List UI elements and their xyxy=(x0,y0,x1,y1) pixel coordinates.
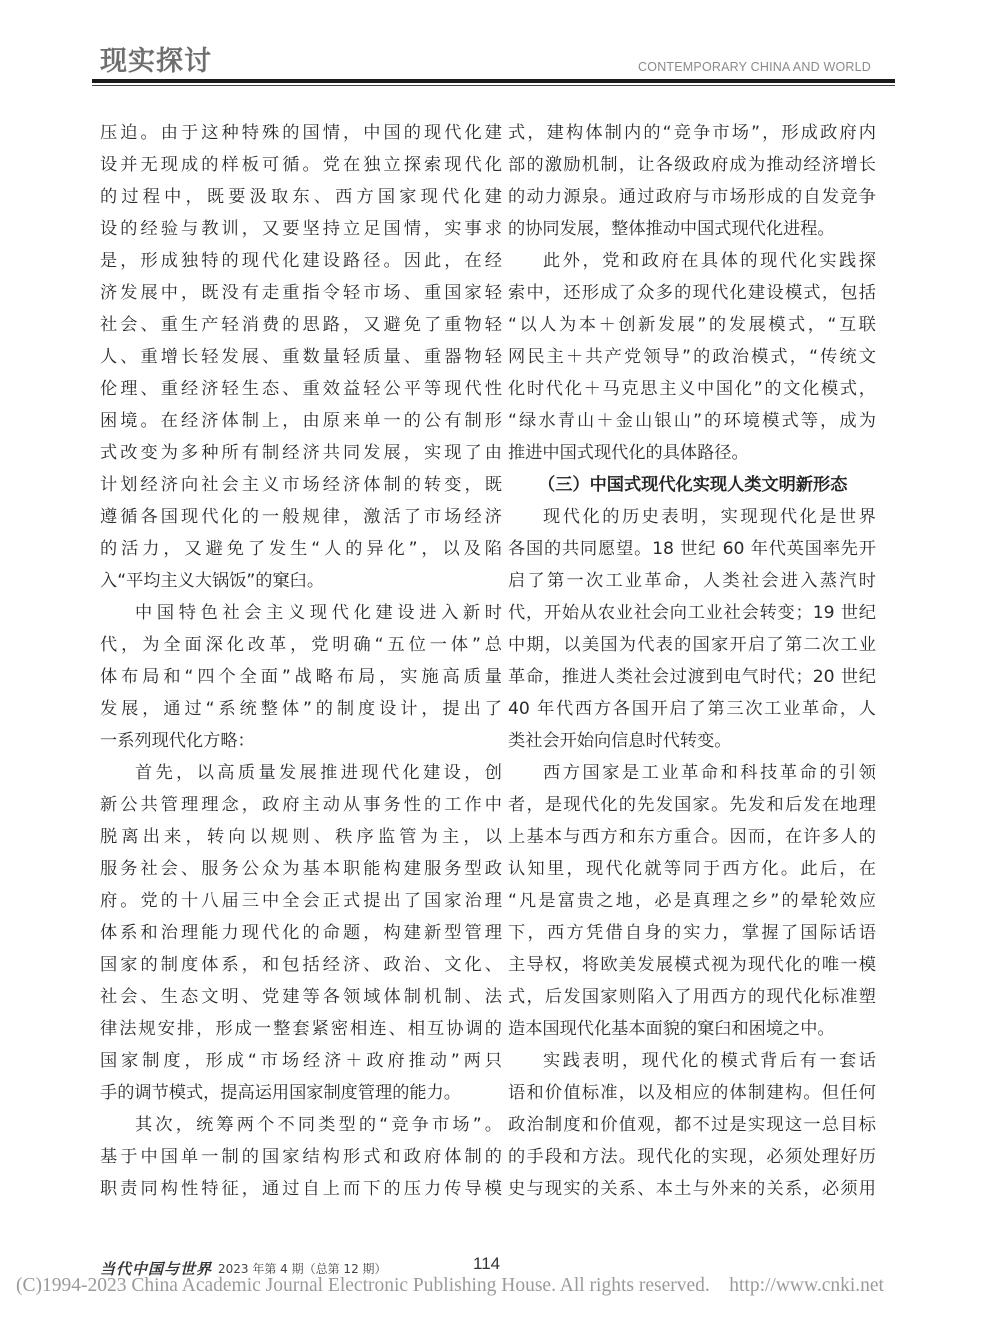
text-line: “绿水青山＋金山银山”的环境模式等，成为 xyxy=(508,411,876,431)
text-line: 一系列现代化方略： xyxy=(100,731,255,751)
text-line: 计划经济向社会主义市场经济体制的转变，既 xyxy=(100,475,502,495)
text-line: 的协同发展，整体推动中国式现代化进程。 xyxy=(508,219,835,239)
text-line: 社会、重生产轻消费的思路，又避免了重物轻 xyxy=(100,315,502,335)
text-line: 者，是现代化的先发国家。先发和后发在地理 xyxy=(508,795,876,815)
text-line: 国家制度，形成“市场经济＋政府推动”两只 xyxy=(100,1051,502,1071)
text-line: “以人为本＋创新发展”的发展模式，“互联 xyxy=(508,315,876,335)
text-line: 体系和治理能力现代化的命题，构建新型管理 xyxy=(100,923,502,943)
text-line: 发展，通过“系统整体”的制度设计，提出了 xyxy=(100,699,502,719)
text-line: 政治制度和价值观，都不过是实现这一总目标 xyxy=(508,1115,876,1135)
text-line: 推进中国式现代化的具体路径。 xyxy=(508,443,749,463)
text-line: 语和价值标准，以及相应的体制建构。但任何 xyxy=(508,1083,876,1103)
header-rule-thin xyxy=(92,85,895,86)
text-line: 西方国家是工业革命和科技革命的引领 xyxy=(543,763,876,783)
text-line: 40 年代西方各国开启了第三次工业革命，人 xyxy=(508,699,876,719)
text-line: 各国的共同愿望。18 世纪 60 年代英国率先开 xyxy=(508,539,876,559)
text-line: 设的经验与教训，又要坚持立足国情，实事求 xyxy=(100,219,502,239)
text-line: 上基本与西方和东方重合。因而，在许多人的 xyxy=(508,827,876,847)
text-line: 革命，推进人类社会过渡到电气时代；20 世纪 xyxy=(508,667,876,687)
text-line: 主导权，将欧美发展模式视为现代化的唯一模 xyxy=(508,955,876,975)
text-line: 式，后发国家则陷入了用西方的现代化标准塑 xyxy=(508,987,876,1007)
text-line: 府。党的十八届三中全会正式提出了国家治理 xyxy=(100,891,502,911)
text-line: 社会、生态文明、党建等各领域体制机制、法 xyxy=(100,987,502,1007)
text-line: 式改变为多种所有制经济共同发展，实现了由 xyxy=(100,443,502,463)
text-line: 困境。在经济体制上，由原来单一的公有制形 xyxy=(100,411,502,431)
page-number: 114 xyxy=(473,1254,501,1273)
footer-issue: 2023 年第 4 期（总第 12 期） xyxy=(218,1262,387,1276)
text-line: 设并无现成的样板可循。党在独立探索现代化 xyxy=(100,155,502,175)
text-line: 中国特色社会主义现代化建设进入新时 xyxy=(135,603,502,623)
text-line: 职责同构性特征，通过自上而下的压力传导模 xyxy=(100,1179,502,1199)
text-line: 索中，还形成了众多的现代化建设模式，包括 xyxy=(508,283,876,303)
header-rule-thick xyxy=(92,79,895,83)
text-line: 律法规安排，形成一整套紧密相连、相互协调的 xyxy=(100,1019,502,1039)
text-line: 启了第一次工业革命，人类社会进入蒸汽时 xyxy=(508,571,876,591)
text-line: 脱离出来，转向以规则、秩序监管为主，以 xyxy=(100,827,502,847)
text-line: 基于中国单一制的国家结构形式和政府体制的 xyxy=(100,1147,502,1167)
text-line: 是，形成独特的现代化建设路径。因此，在经 xyxy=(100,251,502,271)
text-line: 代，为全面深化改革，党明确“五位一体”总 xyxy=(100,635,502,655)
text-line: 其次，统筹两个不同类型的“竞争市场”。 xyxy=(135,1115,502,1135)
section-title: 现实探讨 xyxy=(100,46,212,77)
copyright-notice: (C)1994-2023 China Academic Journal Electronic Publishing House. All rights reserved. http://www.cnki.net xyxy=(16,1275,884,1296)
text-line: 的手段和方法。现代化的实现，必须处理好历 xyxy=(508,1147,876,1167)
text-line: 的过程中，既要汲取东、西方国家现代化建 xyxy=(100,187,502,207)
text-line: 类社会开始向信息时代转变。 xyxy=(508,731,732,751)
text-line: 压迫。由于这种特殊的国情，中国的现代化建 xyxy=(100,123,502,143)
text-line: 伦理、重经济轻生态、重效益轻公平等现代性 xyxy=(100,379,502,399)
right-column xyxy=(508,117,876,1205)
text-line: 式，建构体制内的“竞争市场”，形成政府内 xyxy=(508,123,876,143)
text-line: 史与现实的关系、本土与外来的关系，必须用 xyxy=(508,1179,876,1199)
text-line: 认知里，现代化就等同于西方化。此后，在 xyxy=(508,859,876,879)
text-line: 服务社会、服务公众为基本职能构建服务型政 xyxy=(100,859,502,879)
text-line: 的活力，又避免了发生“人的异化”，以及陷 xyxy=(100,539,502,559)
text-line: 手的调节模式，提高运用国家制度管理的能力。 xyxy=(100,1083,461,1103)
text-line: 国家的制度体系，和包括经济、政治、文化、 xyxy=(100,955,502,975)
journal-english-name: CONTEMPORARY CHINA AND WORLD xyxy=(638,60,871,74)
left-column xyxy=(100,117,502,1205)
text-line: 人、重增长轻发展、重数量轻质量、重器物轻 xyxy=(100,347,502,367)
text-line: “凡是富贵之地，必是真理之乡”的晕轮效应 xyxy=(508,891,876,911)
text-line: 下，西方凭借自身的实力，掌握了国际话语 xyxy=(508,923,876,943)
text-line: 体布局和“四个全面”战略布局，实施高质量 xyxy=(100,667,502,687)
text-line: 此外，党和政府在具体的现代化实践探 xyxy=(543,251,876,271)
text-line: 化时代化＋马克思主义中国化”的文化模式， xyxy=(508,379,876,399)
text-line: 遵循各国现代化的一般规律，激活了市场经济 xyxy=(100,507,502,527)
text-line: 首先，以高质量发展推进现代化建设，创 xyxy=(135,763,502,783)
section-heading: （三）中国式现代化实现人类文明新形态 xyxy=(538,475,848,495)
text-line: 现代化的历史表明，实现现代化是世界 xyxy=(543,507,876,527)
text-line: 网民主＋共产党领导”的政治模式，“传统文 xyxy=(508,347,876,367)
text-line: 济发展中，既没有走重指令轻市场、重国家轻 xyxy=(100,283,502,303)
text-line: 部的激励机制，让各级政府成为推动经济增长 xyxy=(508,155,876,175)
text-line: 新公共管理理念，政府主动从事务性的工作中 xyxy=(100,795,502,815)
text-line: 的动力源泉。通过政府与市场形成的自发竞争 xyxy=(508,187,876,207)
text-line: 中期，以美国为代表的国家开启了第二次工业 xyxy=(508,635,876,655)
text-line: 造本国现代化基本面貌的窠臼和困境之中。 xyxy=(508,1019,835,1039)
text-line: 实践表明，现代化的模式背后有一套话 xyxy=(543,1051,876,1071)
text-line: 代，开始从农业社会向工业社会转变；19 世纪 xyxy=(508,603,876,623)
text-line: 入“平均主义大锅饭”的窠臼。 xyxy=(100,571,325,591)
footer-journal-logo: 当代中国与世界 xyxy=(100,1260,213,1278)
